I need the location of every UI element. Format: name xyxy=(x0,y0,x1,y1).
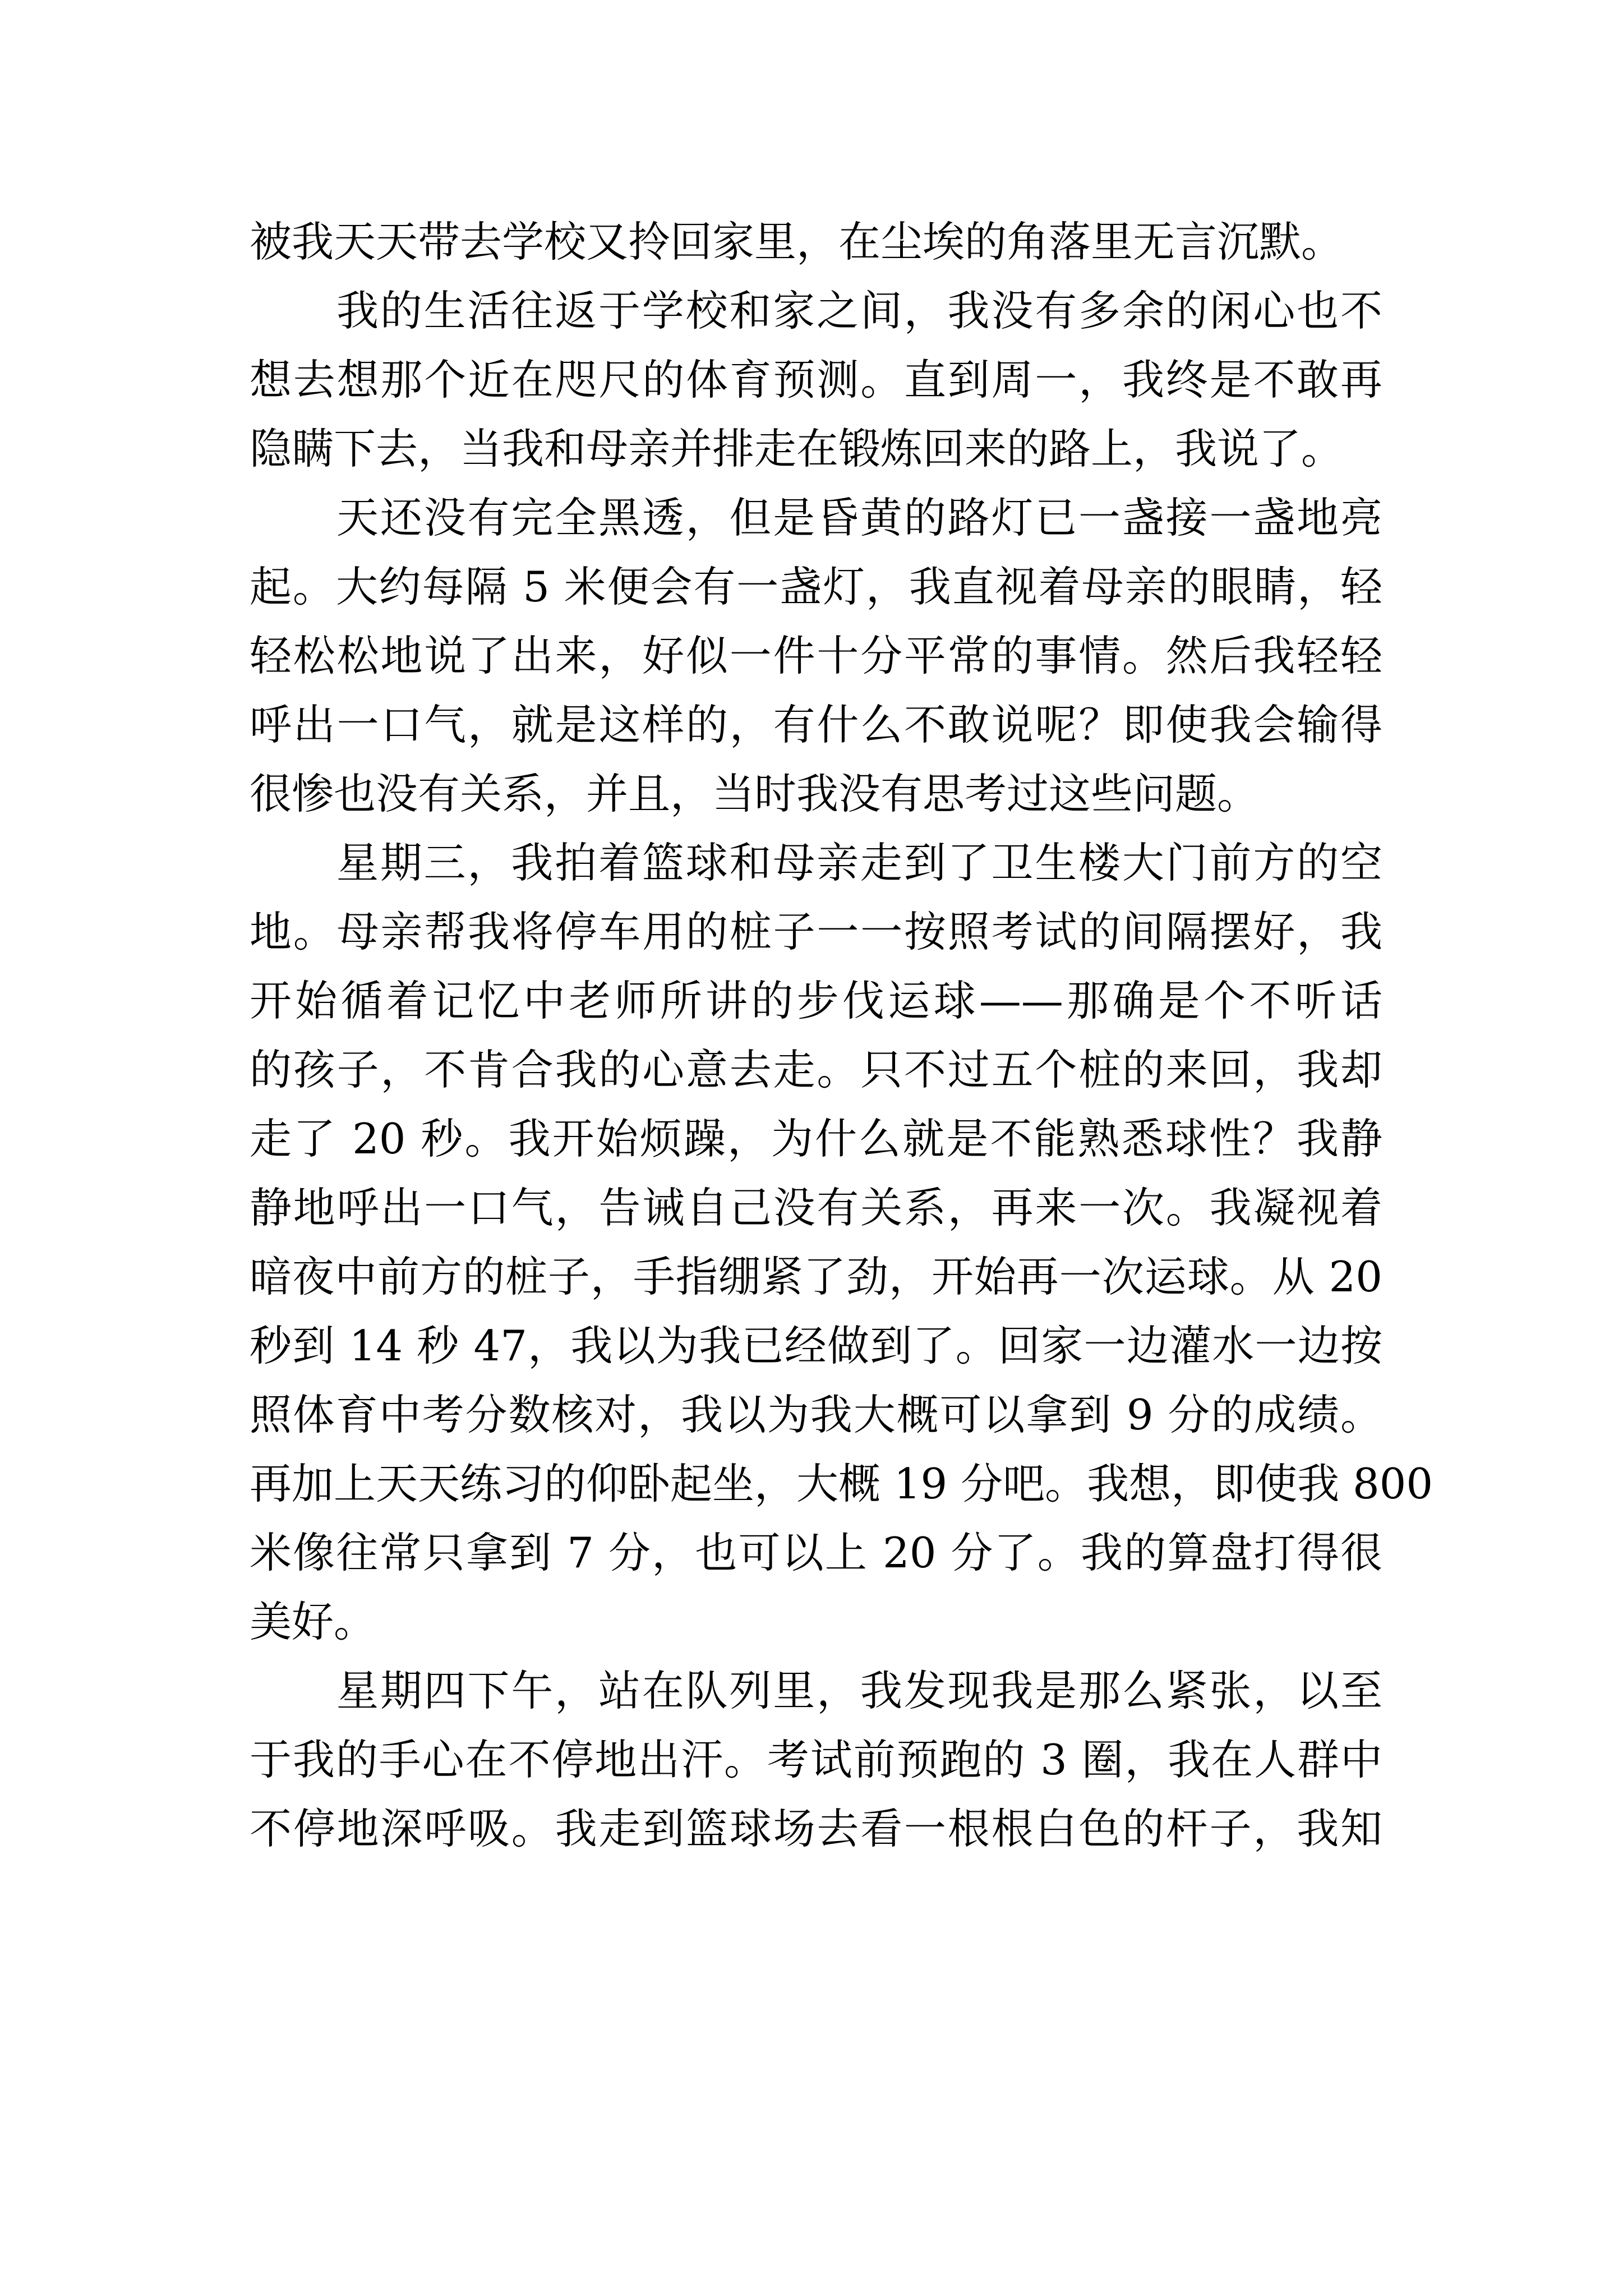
paragraph xyxy=(250,1657,1382,1864)
text-line: 美好。 xyxy=(250,1597,376,1646)
text-line: 于我的手心在不停地出汗。考试前预跑的 3 圈，我在人群中 xyxy=(250,1735,1382,1784)
text-line: 不停地深呼吸。我走到篮球场去看一根根白色的杆子，我知 xyxy=(250,1804,1382,1853)
paragraph xyxy=(250,208,1382,277)
text-line: 被我天天带去学校又拎回家里，在尘埃的角落里无言沉默。 xyxy=(250,217,1344,266)
text-line: 的孩子，不肯合我的心意去走。只不过五个桩的来回，我却 xyxy=(250,1045,1382,1094)
text-line: 呼出一口气，就是这样的，有什么不敢说呢？即使我会输得 xyxy=(250,700,1382,749)
text-line: 暗夜中前方的桩子，手指绷紧了劲，开始再一次运球。从 20 xyxy=(250,1252,1382,1301)
text-line: 天还没有完全黑透，但是昏黄的路灯已一盏接一盏地亮 xyxy=(336,493,1382,542)
text-line: 起。大约每隔 5 米便会有一盏灯，我直视着母亲的眼睛，轻 xyxy=(250,562,1382,611)
text-line: 照体育中考分数核对，我以为我大概可以拿到 9 分的成绩。 xyxy=(250,1390,1382,1439)
text-line: 隐瞒下去，当我和母亲并排走在锻炼回来的路上，我说了。 xyxy=(250,424,1344,473)
text-line: 星期四下午，站在队列里，我发现我是那么紧张，以至 xyxy=(336,1666,1382,1715)
text-line: 静地呼出一口气，告诫自己没有关系，再来一次。我凝视着 xyxy=(250,1183,1382,1232)
text-line: 轻松松地说了出来，好似一件十分平常的事情。然后我轻轻 xyxy=(250,631,1382,680)
text-line: 很惨也没有关系，并且，当时我没有思考过这些问题。 xyxy=(250,769,1260,818)
text-line: 我的生活往返于学校和家之间，我没有多余的闲心也不 xyxy=(336,286,1382,335)
body-text xyxy=(250,208,1433,1864)
paragraph xyxy=(250,484,1382,829)
text-line: 想去想那个近在咫尺的体育预测。直到周一，我终是不敢再 xyxy=(250,355,1382,404)
paragraph xyxy=(250,277,1382,484)
paragraph xyxy=(250,829,1433,1657)
text-line: 地。母亲帮我将停车用的桩子一一按照考试的间隔摆好，我 xyxy=(250,907,1382,956)
text-line: 秒到 14 秒 47，我以为我已经做到了。回家一边灌水一边按 xyxy=(250,1321,1382,1370)
text-line: 米像往常只拿到 7 分，也可以上 20 分了。我的算盘打得很 xyxy=(250,1528,1382,1577)
text-line: 再加上天天练习的仰卧起坐，大概 19 分吧。我想，即使我 800 xyxy=(250,1459,1433,1508)
text-line: 开始循着记忆中老师所讲的步伐运球——那确是个不听话 xyxy=(250,976,1382,1025)
text-line: 走了 20 秒。我开始烦躁，为什么就是不能熟悉球性？我静 xyxy=(250,1114,1382,1163)
text-line: 星期三，我拍着篮球和母亲走到了卫生楼大门前方的空 xyxy=(336,838,1382,887)
